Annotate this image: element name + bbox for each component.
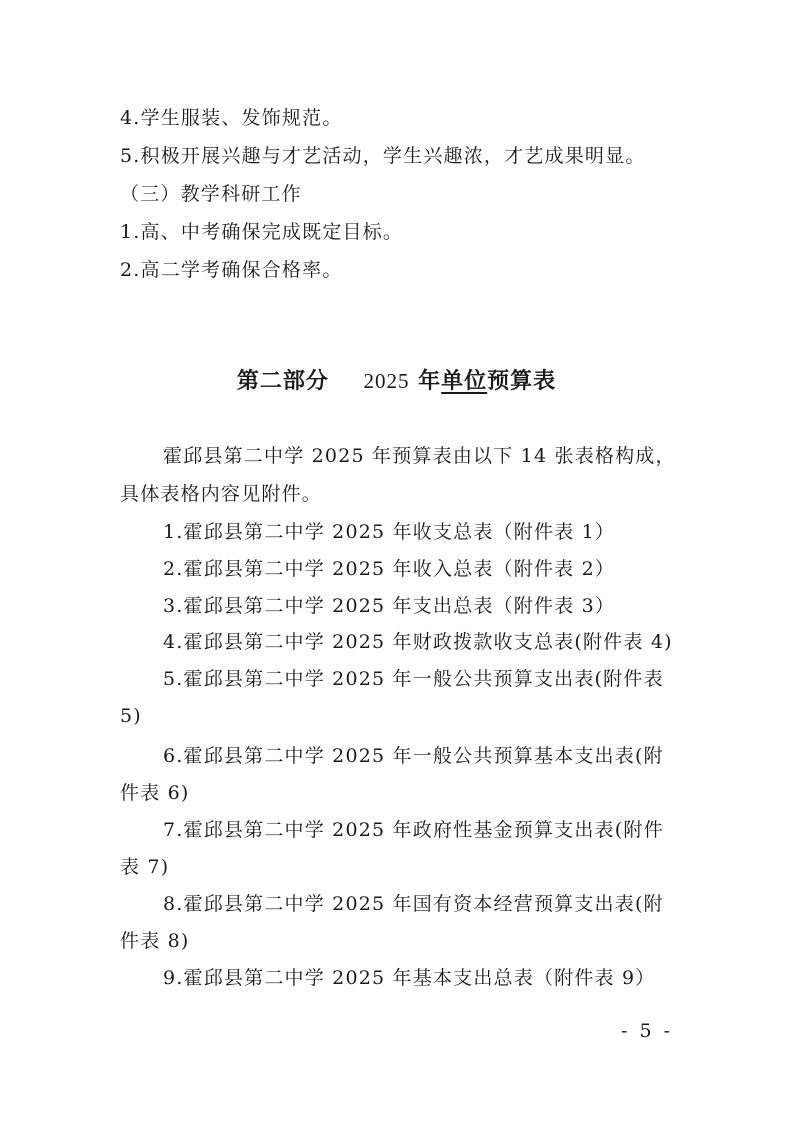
- list-item-exam-goal: 1.高、中考确保完成既定目标。: [120, 221, 404, 243]
- table-item-5-line-2: 5): [120, 705, 142, 727]
- list-item-dress-code: 4.学生服装、发饰规范。: [120, 107, 343, 129]
- subsection-heading: （三）教学科研工作: [120, 183, 302, 205]
- section-title: [0, 367, 793, 396]
- table-item-4: 4.霍邱县第二中学 2025 年财政拨款收支总表(附件表 4): [163, 631, 673, 653]
- table-item-6-line-1: 6.霍邱县第二中学 2025 年一般公共预算基本支出表(附: [163, 745, 664, 767]
- table-item-8-line-2: 件表 8): [120, 930, 190, 952]
- table-item-2: 2.霍邱县第二中学 2025 年收入总表（附件表 2）: [163, 558, 616, 580]
- table-item-5-line-1: 5.霍邱县第二中学 2025 年一般公共预算支出表(附件表: [163, 668, 664, 690]
- title-text-2: 预算表: [487, 369, 557, 394]
- table-item-7-line-2: 表 7): [120, 856, 170, 878]
- table-item-9: 9.霍邱县第二中学 2025 年基本支出总表（附件表 9）: [163, 967, 656, 989]
- table-item-6-line-2: 件表 6): [120, 782, 190, 804]
- table-item-7-line-1: 7.霍邱县第二中学 2025 年政府性基金预算支出表(附件: [163, 819, 664, 841]
- table-item-8-line-1: 8.霍邱县第二中学 2025 年国有资本经营预算支出表(附: [163, 893, 664, 915]
- title-text-1: 年: [418, 369, 442, 394]
- title-year: 2025: [363, 369, 410, 393]
- intro-line-2: 具体表格内容见附件。: [120, 483, 323, 505]
- list-item-pass-rate: 2.高二学考确保合格率。: [120, 259, 343, 281]
- intro-line-1: 霍邱县第二中学 2025 年预算表由以下 14 张表格构成，: [163, 445, 676, 467]
- title-underlined: 单位: [441, 369, 488, 394]
- list-item-activities: 5.积极开展兴趣与才艺活动，学生兴趣浓，才艺成果明显。: [120, 145, 646, 167]
- page-number: - 5 -: [620, 1020, 673, 1042]
- table-item-1: 1.霍邱县第二中学 2025 年收支总表（附件表 1）: [163, 521, 616, 543]
- title-part: 第二部分: [236, 369, 329, 394]
- table-item-3: 3.霍邱县第二中学 2025 年支出总表（附件表 3）: [163, 595, 616, 617]
